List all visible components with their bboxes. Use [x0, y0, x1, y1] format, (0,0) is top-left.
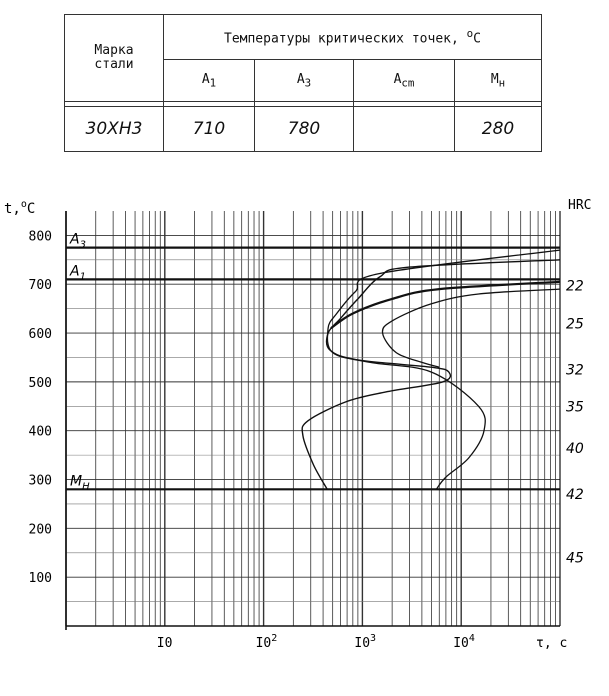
- hrc-value-label: 22: [566, 278, 584, 295]
- y-axis-label: t,$^o$C: [4, 199, 36, 217]
- grade-header-line1: Марка: [94, 43, 134, 58]
- col-mh-sub: н: [498, 76, 506, 90]
- ttt-diagram: [0, 168, 609, 696]
- table-row: [65, 107, 542, 152]
- chart-grid: [66, 211, 560, 626]
- col-mh-main: M: [490, 71, 499, 87]
- col-a1-main: A: [201, 71, 210, 87]
- cell-a3: 780: [255, 107, 354, 152]
- x-tick-label: $I0^2$: [255, 633, 278, 651]
- critical-line-label: $A_3$: [70, 231, 86, 251]
- col-header-mh: [455, 60, 542, 102]
- hrc-value-label: 32: [566, 362, 584, 379]
- cell-mh: 280: [455, 107, 542, 152]
- col-a3-sub: 3: [304, 76, 312, 90]
- hrc-value-label: 40: [566, 440, 584, 457]
- x-tick-label: $I0^4$: [453, 633, 475, 651]
- y-tick-label: 300: [28, 473, 52, 489]
- col-header-a3: [255, 60, 354, 102]
- col-a1-sub: 1: [209, 76, 217, 90]
- y-tick-label: 100: [28, 571, 52, 587]
- critical-line-label: $M_H$: [70, 473, 90, 493]
- temps-header-unit: C: [473, 31, 481, 47]
- col-header-acm: [354, 60, 455, 102]
- hrc-value-label: 45: [566, 550, 584, 567]
- hrc-axis-label: HRC: [568, 198, 592, 213]
- hrc-value-label: 25: [566, 316, 584, 333]
- critical-points-table: [64, 14, 542, 152]
- hrc-value-label: 42: [566, 487, 584, 504]
- temps-header-degree: o: [466, 27, 474, 41]
- y-tick-label: 500: [28, 375, 52, 391]
- y-tick-label: 200: [28, 522, 52, 538]
- cell-grade: 30ХН3: [65, 107, 164, 152]
- cell-acm: [354, 107, 455, 152]
- curve-upper-structure-a: [331, 282, 560, 328]
- hrc-value-label: 35: [566, 399, 584, 416]
- grade-header-line2: стали: [94, 57, 134, 72]
- y-tick-label: 400: [28, 424, 52, 440]
- y-tick-label: 600: [28, 327, 52, 343]
- col-header-a1: [164, 60, 255, 102]
- temps-header: [164, 15, 542, 60]
- x-tick-label: $I0^3$: [354, 633, 377, 651]
- temps-header-text: Температуры критических точек,: [224, 31, 459, 47]
- grade-header: [65, 15, 164, 102]
- cell-a1: 710: [164, 107, 255, 152]
- y-tick-label: 800: [28, 229, 52, 245]
- y-tick-label: 700: [28, 278, 52, 294]
- curve-upper-structure-b: [382, 289, 560, 367]
- chart-frame: [66, 211, 560, 630]
- x-tick-label: I0: [156, 636, 173, 651]
- col-acm-main: A: [393, 71, 402, 87]
- critical-line-label: $A_1$: [70, 263, 86, 283]
- x-axis-label: τ, c: [536, 636, 568, 651]
- chart-labels: [4, 198, 591, 651]
- col-acm-sub: cm: [401, 76, 415, 90]
- col-a3-main: A: [296, 71, 305, 87]
